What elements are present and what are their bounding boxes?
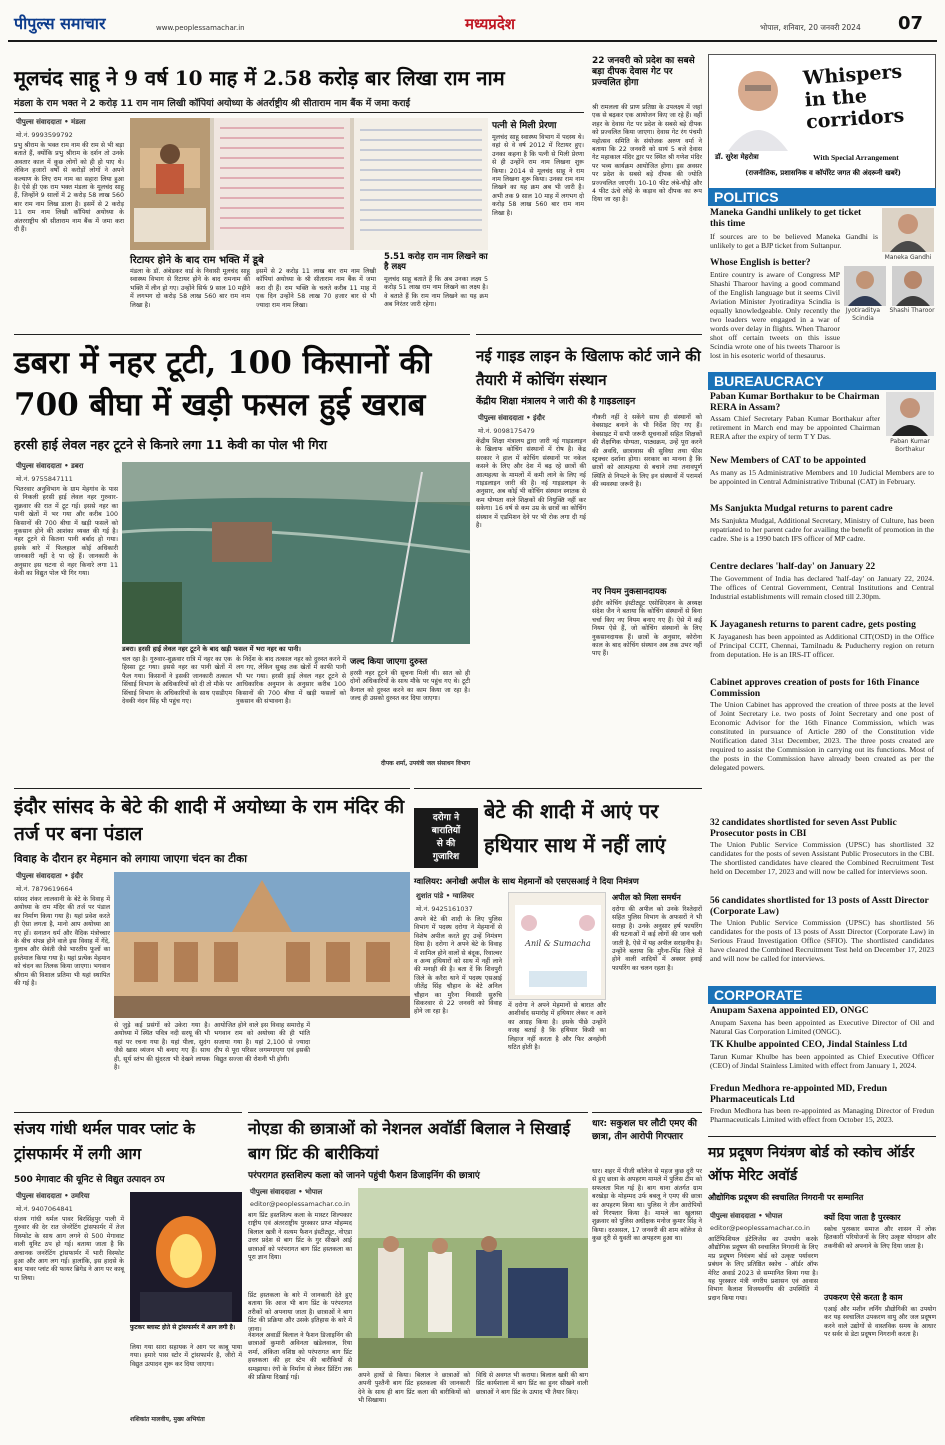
- mobile: मो.नं. 7879619664: [16, 885, 73, 893]
- bureaucracy-item-3-text: Ms Sanjukta Mudgal, Additional Secretary, Ministry of Culture, has been repatriated to her parent cadre for availing the benefit of promotion in the cadre. She is a 1990 batch IFS officer of MP cadre.: [710, 516, 934, 543]
- bureaucracy-item-3-heading: Ms Sanjukta Mudgal returns to parent cadre: [710, 504, 893, 514]
- byline-place: ग्वालियर: [452, 892, 474, 900]
- byline-name: पीपुल्स संवाददाता: [710, 1212, 756, 1220]
- column-2: में दरोगा ने अपने मेहमानों से बारात और आशीर्वाद समारोह में हथियार लेकर न आने का आग्रह किया है। इसके पीछे उन्होंने वजह बताई है कि हथियार किसी का लिहाज नहीं करता है और फिर अनहोनी घटित होती है।: [508, 1002, 606, 1052]
- byline: पीपुल्स संवाददाता • इंदौर: [478, 414, 545, 422]
- bureaucracy-item-2-heading: New Members of CAT to be appointed: [710, 456, 866, 466]
- quote-heading: जल्द किया जाएगा दुरुस्त: [350, 657, 428, 667]
- masthead-rule: [8, 40, 937, 42]
- bureaucracy-item-7-heading: 32 candidates shortlisted for seven Asst Public Prosecutor posts in CBI: [710, 818, 897, 839]
- byline-place: मंडला: [71, 118, 86, 126]
- mobile: मो.नं. 9098175479: [478, 427, 535, 435]
- byline-name: पीपुल्स संवाददाता: [250, 1188, 296, 1196]
- byline: पीपुल्स संवाददाता • भोपाल: [250, 1188, 323, 1196]
- bureaucracy-item-2-text: As many as 15 Administrative Members and 10 Judicial Members are to be appointed in Central Administrative Tribunal (CAT) in February.: [710, 468, 934, 486]
- politics-item-2-text-cont: [710, 324, 934, 370]
- byline: पीपुल्स संवाददाता • मंडला: [16, 118, 86, 126]
- corporate-item-3-heading: Fredun Medhora re-appointed MD, Fredun Pharmaceuticals Ltd: [710, 1084, 888, 1105]
- bureaucracy-item-4-text: The Government of India has declared 'half-day' on January 22, 2024. The offices of Central Government, Central Institutions and Central Industrial establishments will remain closed till 2.30pm.: [710, 574, 934, 601]
- column-1: सांसद शंकर लालवानी के बेटे के विवाह में अयोध्या के राम मंदिर की तर्ज पर पंडाल का निर्माण किया गया है। यहां प्रवेश करते ही ऐसा लगता है, मानो आप अयोध्या आ गए हों। सनातन धर्म और वैदिक मंत्रोच्चार के बीच संपन्न होने वाले इस विवाह में गेंदे, गुलाब और सेवंती जैसे भारतीय फूलों का इस्तेमाल किया गया है। यहां प्रत्येक मेहमान को चंदन का तिलक किया जाएगा। भगवान श्रीराम की विशाल प्रतिमा भी यहां स्थापित की गई है।: [14, 896, 110, 988]
- story-thermal-plant: [14, 1112, 242, 1434]
- byline: पीपुल्स संवाददाता • इंदौर: [16, 872, 83, 880]
- byline-place: इंदौर: [533, 414, 545, 422]
- photo-collage: [130, 118, 488, 250]
- story-deepak: [592, 50, 702, 330]
- target-box-heading: 5.51 करोड़ राम नाम लिखने का है लक्ष्य: [384, 252, 488, 272]
- headline: नोएडा की छात्राओं को नेशनल अवॉर्डी बिलाल ने सिखाई बाग प्रिंट की बारीकियां: [248, 1119, 571, 1163]
- column-2: लिया गया सारा सहायक ने आग पर काबू पाया गया। हमारे पास स्टोर में ट्रांसफार्मर है, जीरो में विद्युत उत्पादन शुरू कर दिया जाएगा।: [130, 1344, 242, 1368]
- bureaucracy-item-5-heading: K Jayaganesh returns to parent cadre, gets posting: [710, 620, 916, 630]
- photo-transformer-fire: [130, 1192, 242, 1322]
- whispers-header: [708, 54, 936, 200]
- author-photo: [713, 59, 803, 151]
- pandal-photo: [114, 872, 410, 1018]
- whispers-title: Whispers in the corridors: [802, 60, 905, 134]
- byline-place: इंदौर: [71, 872, 83, 880]
- corporate-item-2-heading: TK Khulbe appointed CEO, Jindal Stainless Ltd: [710, 1040, 908, 1050]
- column-1: भितरवार अनुविभाग के ग्राम मेहगांव के पास से निकली हरसी हाई लेवल नहर गुरुवार-शुक्रवार की रात में टूट गई। इससे नहर का पानी खेतों में भर गया और करीब 100 किसानों की 700 बीघा में खड़ी फसलें को नुकसान होने की आशंका व्यक्त की गई है। नहर टूटने से कितना पानी बर्बाद हो गया। इसके बारे में फिलहाल कोई अधिकारी जानकारी नहीं दे पा रहे हैं। जानकारी के अनुसार इस घटना से नहर किनारे लगा 11 केवी का विद्युत पोल भी गिर गया।: [14, 486, 118, 578]
- story-dhar-student: [592, 1112, 702, 1434]
- headline: इंदौर सांसद के बेटे की शादी में अयोध्या के राम मंदिर की तर्ज पर बना पंडाल: [14, 796, 405, 845]
- kicker-line-3: से की: [436, 839, 456, 849]
- kicker-label: [414, 808, 478, 868]
- headline: 22 जनवरी को प्रदेश का सबसे बड़ा दीपक देवास गेट पर प्रज्वलित होगा: [592, 56, 695, 88]
- byline-name: पीपुल्स संवाददाता: [16, 462, 62, 470]
- subheadline: 500 मेगावाट की यूनिट से विद्युत उत्पादन ठप: [14, 1175, 165, 1185]
- borthakur-photo: [886, 392, 934, 436]
- byline: पीपुल्स संवाददाता • भोपाल: [710, 1212, 783, 1220]
- story-text: श्री रामलला की प्राण प्रतिष्ठा के उपलक्ष्य में जहां एक से बढ़कर एक आयोजन किए जा रहे हैं। वहीं शहर के देवास गेट पर प्रदेश के सबसे बड़े दीपक को प्रज्वलित किया जाएगा। देवास गेट रंग पंचमी महोत्सव समिति के संयोजक अरुण वर्मा ने बताया कि 22 जनवरी को सायं 5 बजे देवास गेट महाकाल मंदिर द्वार पर स्थित श्री गणेश मंदिर पर भव्य कार्यक्रम आयोजित होगा। इस अवसर पर प्रदेश के सबसे बड़े दीपक की ज्योति प्रज्ज्वलित जाएगी। 10-10 फीट लंबे-चौड़े और 4 फीट ऊंचे लोहे के कड़ाव को दीपक का रूप दिया जा रहा है।: [592, 104, 702, 204]
- bureaucracy-item-6-text: The Union Cabinet has approved the creation of three posts at the level of Joint Secretary i.e. two posts of Joint Secretary and one post of Economic Advisor for the 16th Finance Commission, which was constituted in pursuance of Article 280 of the Constitution vide Notification dated 31st December, 2023. The three posts created are required to assist the Commission in carrying out its functions. Most of the posts in the Commission have already been created as per the delegated powers.: [710, 700, 934, 772]
- rules-box-heading: नए नियम नुकसानदायक: [592, 587, 667, 597]
- byline: शुशांत पांडे • ग्वालियर: [416, 892, 474, 900]
- column-2: मंडला के डॉ. अंबेडकर वार्ड के निवासी मूलचंद साहू स्वास्थ्य विभाग से रिटायर होने के बाद रामनाम की भक्ति में लीन हो गए। उन्होंने सिर्फ 9 साल 10 महीने में लगभग दो करोड़ 58 लाख 560 बार राम नाम लिखा है।: [130, 268, 250, 309]
- bureaucracy-item-5-text: K Jayaganesh has been appointed as Additional CIT(OSD) in the Office of Principal CCIT, Chennai, Tamilnadu & Puducherry region on return from deputation. He is an IRS-IT officer.: [710, 632, 934, 659]
- bureaucracy-item-8-text: The Union Public Service Commission (UPSC) has shortlisted 56 candidates for the posts of 13 posts of Asstt Director (Corporate Law) in Serious Fraud Investigation Office (SFIO). The shortlisted candidates have cleared the Combined Recruitment Test held on December 17, 2023 and will now be called for interviews.: [710, 918, 934, 963]
- target-box-text: मूलचंद साहू बताते हैं कि अब उनका लक्ष्य 5 करोड़ 51 लाख राम नाम लिखने का लक्ष्य है। वे बताते हैं कि राम नाम लिखने का यह क्रम अब निरंतर जारी रहेगा।: [384, 276, 488, 309]
- photo-caption: रिटायर होने के बाद राम भक्ति में डूबे: [130, 255, 264, 266]
- byline-name: पीपुल्स संवाददाता: [478, 414, 524, 422]
- photo-students-workshop: [358, 1188, 588, 1368]
- politics-label: POLITICS: [708, 188, 936, 206]
- column-5: विधि से अवगत भी कराया। बिलाल खत्री की बाग प्रिंट कार्यशाला में बाग प्रिंट का हुनर सीखने वाली छात्राओं ने बाग प्रिंट के उत्पाद भी तैयार किए।: [476, 1372, 588, 1396]
- rules-box-text: इंदौर कोचिंग इंस्टीट्यूट एसोसिएशन के अध्यक्ष संदेश जैन ने बताया कि कोचिंग संस्थानों से बिना चर्चा किए नए नियम बनाए गए हैं। ऐसे में कई नियम ऐसे हैं, जो कोचिंग संस्थानों के लिए नुकसानदायक हैं। छात्रों के अनुसार, कोरोना काल के बाद कोचिंग संस्थान अब तक उभर नहीं पाए हैं।: [592, 600, 702, 658]
- award-box-heading: क्यों दिया जाता है पुरस्कार: [824, 1213, 901, 1222]
- award-box: [824, 1212, 936, 1434]
- divider: [14, 334, 470, 335]
- official-signature: शशिकांत मालवीय, मुख्य अभियंता: [130, 1416, 205, 1423]
- kicker-line-1: दरोगा ने: [432, 813, 460, 823]
- support-box: [612, 892, 702, 1108]
- divider: [592, 1112, 702, 1113]
- divider: [248, 1112, 588, 1113]
- headline: नई गाइड लाइन के खिलाफ कोर्ट जाने की तैयारी में कोचिंग संस्थान: [476, 347, 701, 389]
- story-indore-wedding: [14, 788, 410, 1108]
- column-3: इसमें से 2 करोड़ 11 लाख बार राम नाम लिखी कॉपियां अयोध्या के श्री सीताराम नाम बैंक में जमा करा दी हैं। राम भक्ति के चलते करीब 11 माह में एक दिन उन्होंने 58 लाख 70 हजार बार से भी ज्यादा राम नाम लिखा।: [256, 268, 376, 309]
- column-1: संजय गांधी थर्मल पावर बिरसिंहपुर पाली में गुरुवार की देर रात जेनरेटिंग ट्रांसफार्मर में तेज विस्फोट के साथ आग लगने से 500 मेगावाट वाली यूनिट ठप हो गई। बताया जाता है कि अचानक जनरेटिंग ट्रांसफार्मर में भारी विस्फोट हुआ और आग लग गई। हालांकि, इस हादसे के बाद पावर प्लांट की फायर ब्रिगेड ने आग पर काबू पा लिया।: [14, 1216, 125, 1282]
- leaders-photos: [844, 266, 934, 306]
- masthead: [0, 0, 945, 44]
- email: editor@peoplessamachar.co.in: [250, 1200, 350, 1208]
- bureaucracy-item-1-text: Assam Chief Secretary Paban Kumar Borthakur after retirement in March end may be appointed Chairman RERA after the expiry of term T Y Das.: [710, 414, 880, 441]
- story-text: धार। शहर में पीजी कॉलेज से महज कुछ दूरी पर से हुए छात्रा के अपहरण मामले में पुलिस टीम को सफलता मिल गई है। बाग थाना अंतर्गत ग्राम बरखेड़ा के मोहम्मद उर्फ बबलू ने एमए की छात्रा का अपहरण किया था। पुलिस ने तीन आरोपियों को गिरफ्तार किया है। मामले का खुलासा शुक्रवार को पुलिस अधीक्षक मनोज कुमार सिंह ने किया। दरअसल, 17 जनवरी की शाम कॉलेज से कुछ दूरी से युवती का अपहरण हुआ था।: [592, 1168, 702, 1243]
- column-1: केंद्रीय शिक्षा मंत्रालय द्वारा जारी नई गाइडलाइन के खिलाफ कोचिंग संस्थानों में रोष है। केंद्र सरकार ने हाल में कोचिंग संस्थानों पर नकेल कसने के लिए और देश में बढ़ रहे छात्रों की आत्महत्या के मामलों में कमी लाने के लिए नई गाइडलाइन जारी की है। नई गाइडलाइन के अनुसार, अब कोई भी कोचिंग संस्थान स्नातक से कम योग्यता वाले शिक्षकों की नियुक्ति नहीं कर सकेगा। 16 वर्ष से कम उम्र के छात्रों का कोचिंग संस्थान में एडमिशन देने पर भी रोक लगा दी गई है।: [476, 438, 586, 530]
- column-2: चल रहा है। गुरुवार-शुक्रवार रात्रि में नहर का एक हिस्सा टूट गया। इससे नहर का पानी खेतों में फैल गया। किसानों ने इसकी जानकारी तत्काल सिंचाई विभाग के अधिकारियों को दी तो मौके पर सिंचाई विभाग के अधिकारियों के साथ एसडीएम देवकी नंदन सिंह भी पहुंच गए।: [122, 656, 232, 706]
- column-1: बाग प्रिंट हस्तशिल्प कला के मास्टर शिल्पकार राष्ट्रीय एवं अंतरराष्ट्रीय पुरस्कार प्राप्त मोहम्मद बिलाल खत्री ने सत्यम फैशन इंस्टीट्यूट, नोएडा उत्तर प्रदेश से बाग प्रिंट के गुर सीखने आई छात्राओं को परंपरागत बाग प्रिंट हस्तकला का पूरा ज्ञान दिया।: [248, 1212, 352, 1262]
- divider: [14, 788, 410, 789]
- divider: [708, 1136, 936, 1137]
- byline: पीपुल्स संवाददाता • उमरिया: [16, 1192, 90, 1200]
- scindia-photo-caption: Jyotiraditya Scindia: [845, 307, 881, 322]
- author-name: डॉ. सुरेश मेहरोत्रा: [715, 153, 759, 161]
- headline: बेटे की शादी में आएं पर हथियार साथ में नहीं लाएं: [484, 799, 666, 857]
- story-ram-naam: [14, 50, 584, 330]
- mobile: मो.नं. 9407064841: [16, 1205, 73, 1213]
- headline: धार: सकुशल घर लौटी एमए की छात्रा, तीन आरोपी गिरफ्तार: [592, 1119, 697, 1142]
- tagline: (राजनीतिक, प्रशासनिक व कॉर्पोरेट जगत की अंदरूनी खबरें): [745, 169, 901, 177]
- byline-name: शुशांत पांडे: [416, 892, 444, 900]
- subheadline: मंडला के राम भक्त ने 2 करोड़ 11 राम नाम लिखी कॉपियां अयोध्या के अंतर्राष्ट्रीय श्री सीताराम नाम बैंक में जमा कराईं: [14, 98, 411, 109]
- corporate-item-3-text: Fredun Medhora has been re-appointed as Managing Director of Fredun Pharmaceuticals Limited with effect from October 15, 2023.: [710, 1106, 934, 1124]
- maneka-photo-caption: Maneka Gandhi: [884, 254, 932, 261]
- quote-text: हरसी नहर टूटने की सूचना मिली थी। सात को ही दोनों अधिकारियों के साथ मौके पर पहुंच गए थे। टूटी कैनाल को दुरुस्त करने का काम किया जा रहा है। जल्द ही उसको दुरुस्त कर दिया जाएगा।: [350, 670, 470, 703]
- byline-name: पीपुल्स संवाददाता: [16, 1192, 62, 1200]
- byline-place: भोपाल: [765, 1212, 783, 1220]
- official-quote-box: [350, 656, 470, 784]
- bureaucracy-item-6-heading: Cabinet approves creation of posts for 16th Finance Commission: [710, 678, 920, 699]
- column-2: से जुड़े कई प्रसंगों को उकेरा गया है। अयोध्या में स्थित पवित्र नदी सरयू की भी यहां पर रचना गया है। यहां पीला, सुदंग जैसे खास व्यंजन भी बनाए गए हैं। साथ ही, सूर्य स्तंभ की सुंदरता भी देखने लायक है।: [114, 1022, 210, 1072]
- device-box-heading: उपकरण ऐसे करता है काम: [824, 1293, 903, 1302]
- divider: [476, 334, 702, 335]
- borthakur-photo-caption: Paban Kumar Borthakur: [890, 438, 930, 453]
- corporate-item-1-heading: Anupam Saxena appointed ED, ONGC: [710, 1006, 869, 1016]
- photo-caption: डबरा। हरसी हाई लेवल नहर टूटने के बाद खड़ी फसल में भरा नहर का पानी।: [122, 645, 301, 653]
- page-number: 07: [898, 13, 924, 34]
- corporate-item-2-text: Tarun Kumar Khulbe has been appointed as Chief Executive Officer (CEO) of Jindal Stainless Limited with effect from January 1, 2024.: [710, 1052, 934, 1070]
- column-3: नेशनल अवार्डी बिलाल ने फैशन डिजाइनिंग की छात्राओं कुमारी अविनता खंडेलवाल, रिया शर्मा, अंकिता वशिष्ठ को परंपरागत बाग प्रिंट हस्तकला की हर स्टेप की बारीकियों से समझाया। रंगों के निर्माण से लेकर प्रिंटिंग तक की प्रक्रिया दिखाई गई।: [248, 1332, 352, 1382]
- target-box: [384, 252, 488, 330]
- headline: मप्र प्रदूषण नियंत्रण बोर्ड को स्कोच ऑर्डर ऑफ मेरिट अवॉर्ड: [708, 1145, 915, 1184]
- politics-item-2-heading: Whose English is better?: [710, 258, 811, 268]
- edition-date: भोपाल, शनिवार, 20 जनवरी 2024: [760, 23, 861, 32]
- subheadline: हरसी हाई लेवल नहर टूटने से किनारे लगा 11 केवी का पोल भी गिरा: [14, 437, 327, 452]
- kicker-line-4: गुजारिश: [432, 852, 460, 862]
- headline: डबरा में नहर टूटी, 100 किसानों की 700 बीघा में खड़ी फसल हुई खराब: [14, 345, 432, 423]
- corporate-item-1-text: Anupam Saxena has been appointed as Executive Director of Oil and Natural Gas Corporation Limited (ONGC).: [710, 1018, 934, 1036]
- side-box-text: मूलचंद साहू स्वास्थ्य विभाग में पदस्थ थे। वहां से वे वर्ष 2012 में रिटायर हुए। उनका कहना है कि पत्नी से मिली प्रेरणा से ही उन्होंने राम नाम लिखना शुरू किया। 2014 से मूलचंद साहू ने राम नाम लिखना शुरू किया। उनका राम नाम लिखने का यह क्रम अब भी जारी है। अभी तक 9 साल 10 माह में लगभग दो करोड़ 58 लाख 560 बार राम नाम लिखा है।: [492, 134, 584, 217]
- byline-name: पीपुल्स संवाददाता: [16, 118, 62, 126]
- story-dabra-canal: [14, 334, 470, 784]
- email: editor@peoplessamachar.co.in: [710, 1224, 810, 1232]
- story-pollution-board: [708, 1136, 936, 1434]
- workshop-photo: [358, 1188, 588, 1368]
- device-box-text: एआई और मशीन लर्निंग प्रौद्योगिकी का उपयोग कर यह स्वचालित उपकरण वायु और जल प्रदूषण करने वाले उद्योगों से वास्तविक समय के आधार पर सर्वर से डेटा प्रदूषण निगरानी करता है।: [824, 1306, 936, 1339]
- byline-place: उमरिया: [71, 1192, 90, 1200]
- bureaucracy-label: BUREAUCRACY: [708, 372, 936, 390]
- column-3: आयोजित होने वाले इस विवाह समारोह में भगवान राम को अयोध्या की ही भांति सजाया गया है। यहां 2,100 से ज्यादा दीप से पूरा परिसर जगमगाएगा एवं इसकी विद्युत सज्जा की रोशनी भी होगी।: [214, 1022, 310, 1063]
- subheadline: ग्वालियर: अनोखी अपील के साथ मेहमानों को एसएसआई ने दिया निमंत्रण: [414, 876, 639, 886]
- subheadline: परंपरागत हस्तशिल्प कला को जानने पहुंची फैशन डिजाइनिंग की छात्राएं: [248, 1171, 480, 1181]
- photo-caption: फुटकर ब्लास्ट होते से ट्रांसफार्मर में आग लगी है।: [130, 1324, 236, 1331]
- tharoor-photo-caption: Shashi Tharoor: [889, 307, 935, 314]
- bureaucracy-item-1-heading: Paban Kumar Borthakur to be Chairman RERA in Assam?: [710, 392, 880, 413]
- section-title: मध्यप्रदेश: [464, 15, 515, 33]
- corporate-label: CORPORATE: [708, 986, 936, 1004]
- fire-photo: [130, 1192, 242, 1322]
- photo-ram-mandir-pandal: [114, 872, 410, 1018]
- column-3: के निर्देश के बाद तत्काल नहर को दुरुस्त करने में लग गए, लेकिन सुबह तक खेतों में काफी पानी भी भर गया। हरसी हाई लेवल नहर टूटने से आधिकारिक अनुमान के अनुसार करीब 100 किसानों की 700 बीघा में खड़ी फसलों को नुकसान की संभावना है।: [236, 656, 346, 706]
- headline: संजय गांधी थर्मल पावर प्लांट के ट्रांसफार्मर में लगी आग: [14, 1119, 195, 1163]
- story-daroga-appeal: [414, 788, 702, 1108]
- politics-item-2-text: Entire country is aware of Congress MP Shashi Tharoor having a good command of the English language but it seems Civil Aviation Minister Jyotiraditya Scindia is equally knowledgeable. Only recently the two leaders were engaged in a war of words over delay in flights. When Tharoor shot off certain tweets on this issue Scindia wrote one of his tweets Tharoor is lost in his esoteric world of thesaurus.: [710, 270, 840, 360]
- byline-place: भोपाल: [305, 1188, 323, 1196]
- divider: [414, 788, 702, 789]
- story-coaching: [476, 334, 702, 784]
- bureaucracy-item-8-heading: 56 candidates shortlisted for 13 posts of Asstt Director (Corporate Law): [710, 896, 929, 917]
- headline: मूलचंद साहू ने 9 वर्ष 10 माह में 2.58 करोड़ बार लिखा राम नाम: [14, 66, 505, 90]
- byline-place: डबरा: [71, 462, 84, 470]
- politics-item-1-heading: Maneka Gandhi unlikely to get ticket this time: [710, 208, 862, 229]
- column-2: नौकरी नहीं दे सकेंगे साथ ही संस्थानों को वेबसाइट बनाने के भी निर्देश दिए गए हैं। वेबसाइट में सभी जरूरी सूचनाओं सहित शिक्षकों की शैक्षणिक योग्यता, पाठ्यक्रम, उन्हें पूरा करने की अवधि, छात्रावास की सुविधा तथा फीस स्ट्रक्चर दर्शाना होगा। सरकार का मानना है कि छात्रों को आत्महत्या से बचाने तथा तनावपूर्ण स्थिति से निपटने के लिए इन संस्थानों में परामर्श की व्यवस्था जरूरी है।: [592, 414, 702, 489]
- divider: [14, 112, 584, 113]
- invitation-card: [508, 892, 606, 1000]
- politics-item-1-text: If sources are to be believed Maneka Gandhi is unlikely to get a BJP ticket from Sultanpur.: [710, 232, 878, 250]
- mobile: मो.नं. 9993599792: [16, 131, 73, 139]
- story-bagh-print: [248, 1112, 588, 1434]
- kicker-line-2: बारातियों: [431, 826, 461, 836]
- subheadline: विवाह के दौरान हर मेहमान को लगाया जाएगा चंदन का टीका: [14, 853, 247, 865]
- support-box-text: दरोगा की अपील को उनके रिश्तेदारों सहित पुलिस विभाग के अफसरों ने भी सराहा है। उनके अनुसार हर्ष फायरिंग की घटनाओं में कई लोगों की जान चली जाती है, ऐसे में यह अपील सराहनीय है। उन्होंने बताया कि मुरैना-भिंड जिले में होने वाली शादियों में अक्सर हवाई फायरिंग का चलन रहता है।: [612, 906, 702, 972]
- maneka-photo: [882, 208, 934, 252]
- byline: पीपुल्स संवाददाता • डबरा: [16, 462, 84, 470]
- award-box-text: स्कोच पुरस्कार समाज और शासन में लोक हितकारी परियोजनों के लिए उत्कृष्ट योगदान और तकनीकी को अपनाने के लिए दिया जाता है।: [824, 1226, 936, 1250]
- side-box: [492, 118, 584, 330]
- mobile: मो.नं. 9425161037: [416, 905, 473, 913]
- subheadline: औद्योगिक प्रदूषण की स्वचालित निगरानी पर सम्मानित: [708, 1193, 864, 1202]
- bureaucracy-item-7-text: The Union Public Service Commission (UPSC) has shortlisted 32 candidates for the posts of seven Assistant Public Prosecutors in the CBI. The shortlisted candidates have cleared the Combined Recruitment Test held on December 17, 2023 and will now be called for interviews soon.: [710, 840, 934, 876]
- column-4: अपने हाथों से किया। बिलाल ने छात्राओं को अपनी पुश्तैनी बाग प्रिंट हस्तकला की जानकारी देने के साथ ही बाग प्रिंट कला की बारीकियों को भी सिखाया।: [358, 1372, 470, 1405]
- photo-ram-bhakt: [130, 118, 488, 250]
- whispers-column: [708, 54, 936, 1134]
- website-url[interactable]: www.peoplessamachar.in: [156, 24, 245, 32]
- divider: [14, 1112, 242, 1113]
- support-box-heading: अपील को मिला समर्थन: [612, 893, 681, 902]
- story-text: आर्टिफिशियल इंटेलिजेंस का उपयोग करके औद्योगिक प्रदूषण की स्वचालित निगरानी के लिए मप्र प्रदूषण नियंत्रण बोर्ड को उत्कृष्ट पर्यावरण प्रबंधन के लिए प्रतिष्ठित स्कोच - ऑर्डर ऑफ मेरिट अवार्ड 2023 से सम्मानित किया गया है। यह पुरस्कार मंत्री नगरीय प्रशासन एवं आवास विभाग कैलाश विजयवर्गीय की उपस्थिति में प्रदान किया गया।: [708, 1236, 818, 1302]
- special-arrangement: With Special Arrangement: [813, 153, 899, 162]
- mobile: मो.नं. 9755847111: [16, 475, 73, 483]
- byline-name: पीपुल्स संवाददाता: [16, 872, 62, 880]
- card-title: Anil & Sumacha: [525, 939, 591, 948]
- photo-flooded-field: [122, 462, 470, 644]
- column-2: प्रिंट हस्तकला के बारे में जानकारी देते हुए बताया कि आज भी बाग प्रिंट के परंपरागत तरीकों को अपनाया जाता है। छात्राओं ने बाग प्रिंट की प्रक्रिया और उसके इतिहास के बारे में जाना।: [248, 1292, 352, 1333]
- side-box-heading: पत्नी से मिली प्रेरणा: [492, 121, 557, 131]
- quote-signature: दीपक शर्मा, उपयंत्री जल संसाधन विभाग: [381, 760, 470, 767]
- canal-photo: [122, 462, 470, 644]
- bureaucracy-item-4-heading: Centre declares 'half-day' on January 22: [710, 562, 876, 572]
- subheadline: केंद्रीय शिक्षा मंत्रालय ने जारी की है गाइडलाइन: [476, 396, 636, 407]
- rules-box: [592, 586, 702, 784]
- newspaper-logo: पीपुल्स समाचार: [14, 14, 106, 33]
- column-1: अपने बेटे की शादी के लिए पुलिस विभाग में पदस्थ दरोगा ने मेहमानों से विशेष अपील करते हुए उन्हें निमंत्रण दिया है। दरोगा ने अपने बेटे के विवाह में शामिल होने वालों से बंदूक, रिवाल्वर व अन्य हथियारों को साथ में नहीं लाने की मनाही की है। बता दें कि शिवपुरी जिले के करैरा थाने में पदस्थ एसआई जीतेंद्र सिंह चौहान के बेटे अनिल चौहान का मुरैना निवासी सुरुचि सिकरवार से 22 जनवरी को विवाह होने जा रहा है।: [414, 916, 502, 1016]
- column-1: प्रभु श्रीराम के भक्त राम नाम की राम से भी बड़ा बताते हैं, क्योंकि प्रभु श्रीराम के दर्शन तो उनके अवतार काल में कुछ लोगों को ही हो पाए थे। लेकिन हजारों वर्षों से करोड़ों लोगों ने अपने कल्याण के लिए राम नाम का सहारा लिया हुआ है। ऐसे ही एक राम भक्त मंडला के मूलचंद साहू हैं, जिन्होंने 9 सालों में 2 करोड़ 58 लाख 560 बार राम नाम लिख डाला है। इसमें से 2 करोड़ 11 राम नाम लिखी कॉपियां अयोध्या के अंतरराष्ट्रीय श्री सीताराम नाम बैंक में जमा करा दी हैं।: [14, 142, 124, 234]
